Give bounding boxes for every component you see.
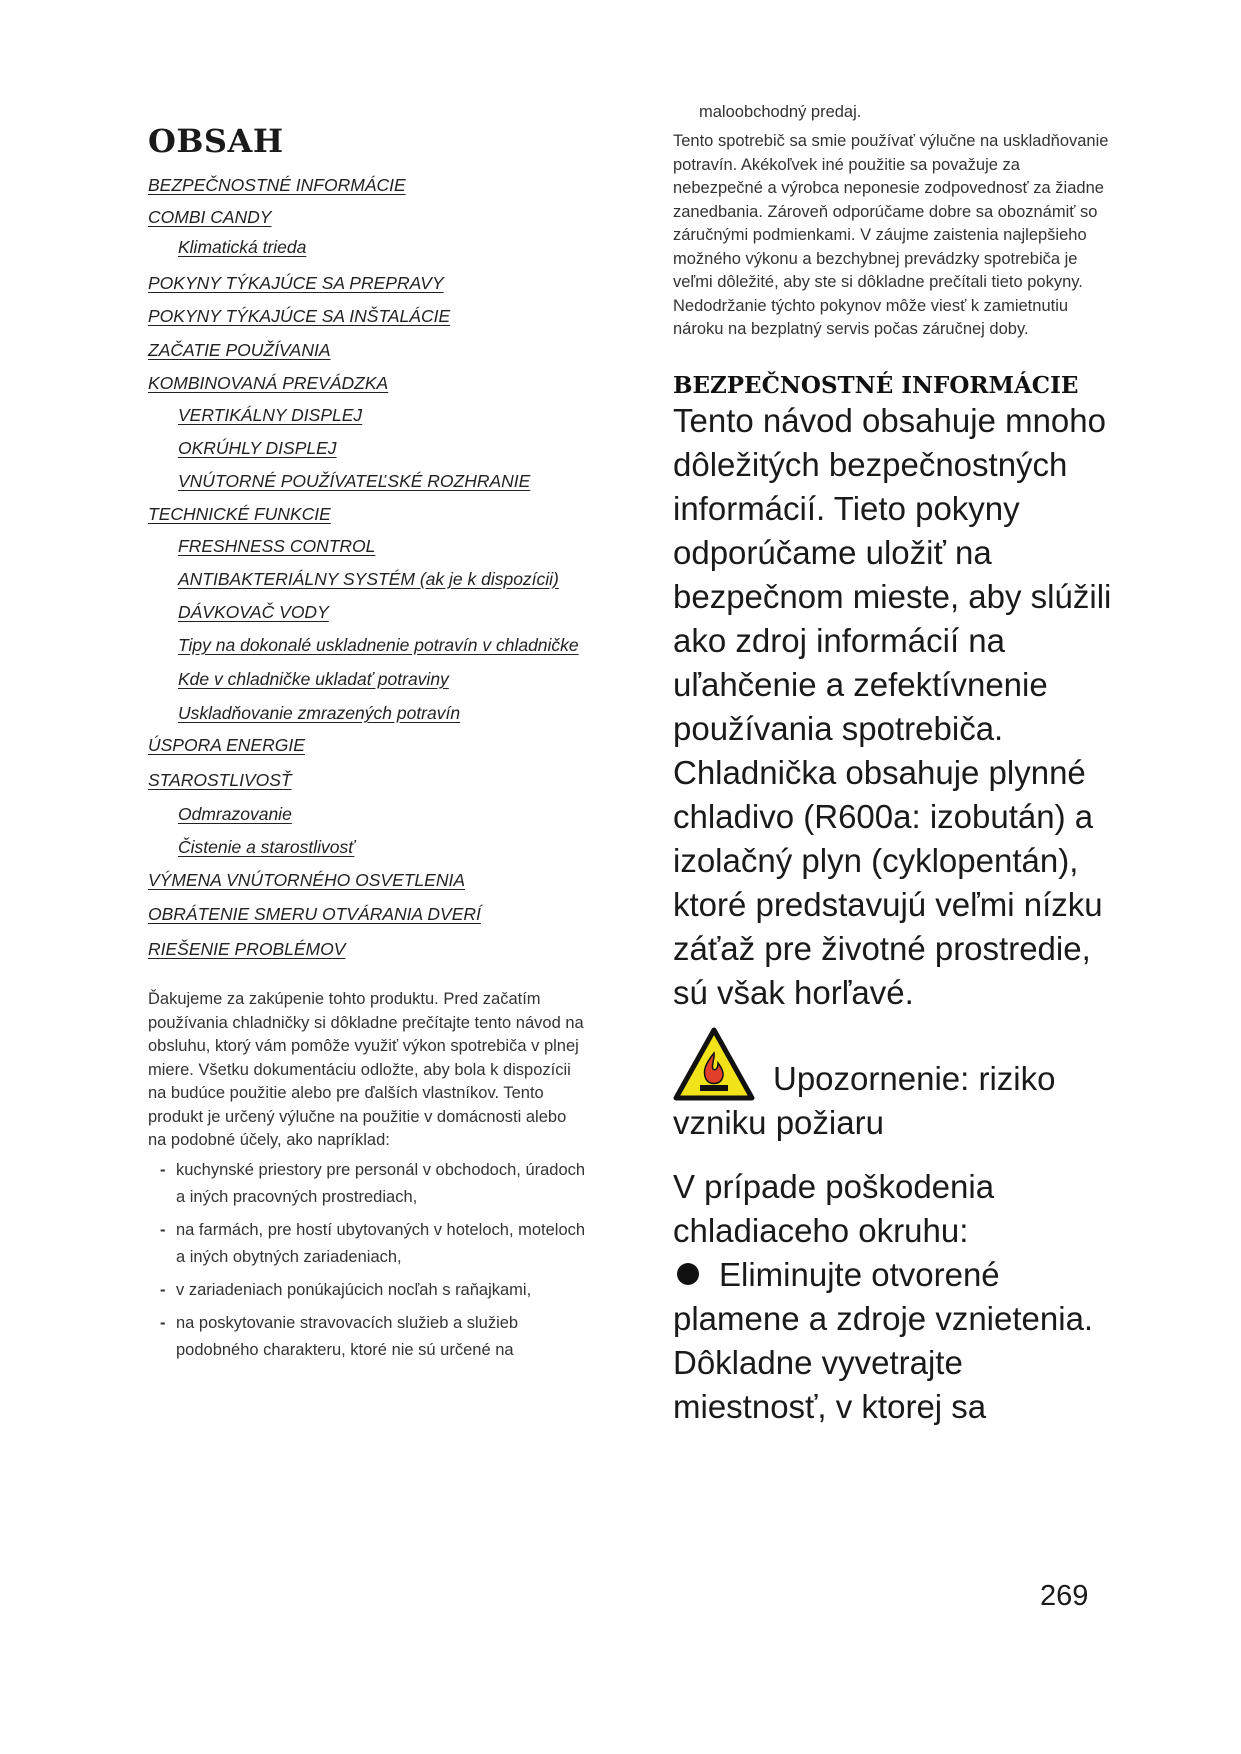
dash-bullet: - — [160, 1280, 166, 1299]
toc-entry — [148, 174, 588, 196]
toc-entry — [148, 206, 588, 228]
toc-link[interactable]: VNÚTORNÉ POUŽÍVATEĽSKÉ ROZHRANIE — [178, 471, 531, 491]
toc-entry — [148, 236, 588, 258]
dash-bullet: - — [160, 1220, 166, 1239]
section-heading: BEZPEČNOSTNÉ INFORMÁCIE — [673, 371, 1079, 399]
dash-bullet: - — [160, 1313, 166, 1332]
toc-link[interactable]: Uskladňovanie zmrazených potravín — [178, 703, 461, 723]
toc-link[interactable]: VERTIKÁLNY DISPLEJ — [178, 405, 363, 425]
toc-entry — [148, 339, 588, 361]
list-item: - v zariadeniach ponúkajúcich nocľah s raňajkami, — [148, 1277, 588, 1304]
toc-entry — [148, 568, 588, 590]
toc-entry — [148, 634, 588, 656]
warning-text: Upozornenie: riziko vzniku požiaru — [673, 1059, 1056, 1141]
list-item: - na poskytovanie stravovacích služieb a služieb podobného charakteru, ktoré nie sú určené na — [148, 1310, 588, 1364]
toc-link[interactable]: POKYNY TÝKAJÚCE SA INŠTALÁCIE — [148, 306, 451, 326]
toc-link[interactable]: BEZPEČNOSTNÉ INFORMÁCIE — [148, 175, 406, 195]
toc-entry — [148, 437, 588, 459]
left-column — [148, 110, 588, 1370]
toc-entry — [148, 734, 588, 756]
damage-text: V prípade poškodenia chladiaceho okruhu: — [673, 1167, 995, 1249]
fire-warning — [673, 1027, 1113, 1145]
toc-link[interactable]: OBRÁTENIE SMERU OTVÁRANIA DVERÍ — [148, 904, 481, 924]
list-item: - na farmách, pre hostí ubytovaných v hoteloch, moteloch a iných obytných zariadeniach, — [148, 1217, 588, 1271]
toc-entry — [148, 404, 588, 426]
toc-link[interactable]: ANTIBAKTERIÁLNY SYSTÉM (ak je k dispozícii) — [178, 569, 559, 589]
intro-paragraph: Ďakujeme za zakúpenie tohto produktu. Pred začatím používania chladničky si dôkladne prečítajte tento návod na obsluhu, ktorý vám pomôže využiť výkon spotrebiča v plnej miere. Všetku dokumentáciu odložte, aby bola k dispozícii na budúce použitie alebo pre ďalších vlastníkov. Tento produkt je určený výlučne na použitie v domácnosti alebo na podobné účely, ako napríklad: — [148, 990, 584, 1149]
toc-entry — [148, 470, 588, 492]
toc-link[interactable]: FRESHNESS CONTROL — [178, 536, 376, 556]
safety-paragraph: Tento návod obsahuje mnoho dôležitých bezpečnostných informácií. Tieto pokyny odporúčame uložiť na bezpečnom mieste, aby slúžili ako zdroj informácií na uľahčenie a zefektívnenie používania spotrebiča. — [673, 401, 1112, 747]
table-of-contents — [148, 174, 588, 960]
toc-entry — [148, 869, 588, 891]
right-column — [673, 84, 1113, 1429]
bullet-dot-icon — [677, 1263, 699, 1285]
toc-link[interactable]: POKYNY TÝKAJÚCE SA PREPRAVY — [148, 273, 444, 293]
toc-link[interactable]: Tipy na dokonalé uskladnenie potravín v chladničke — [178, 635, 579, 655]
toc-title: OBSAH — [148, 122, 284, 160]
toc-entry — [148, 503, 588, 525]
toc-link[interactable]: Klimatická trieda — [178, 237, 307, 257]
toc-entry — [148, 305, 588, 327]
continued-text: maloobchodný predaj. — [699, 102, 862, 121]
toc-entry — [148, 668, 588, 690]
toc-entry — [148, 601, 588, 623]
usage-paragraph: Tento spotrebič sa smie používať výlučne na uskladňovanie potravín. Akékoľvek iné použitie sa považuje za nebezpečné a výrobca neponesie zodpovednosť za žiadne zanedbania. Zároveň odporúčame dobre sa oboznámiť so záručnými podmienkami. V záujme zaistenia najlepšieho možného výkonu a bezchybnej prevádzky spotrebiča je veľmi dôležité, aby ste si dôkladne prečítali tieto pokyny. Nedodržanie týchto pokynov môže viesť k zamietnutiu nároku na bezplatný servis počas záručnej doby. — [673, 132, 1109, 338]
toc-link[interactable]: STAROSTLIVOSŤ — [148, 770, 292, 790]
refrigerant-paragraph: Chladnička obsahuje plynné chladivo (R600a: izobután) a izolačný plyn (cyklopentán), ktoré predstavujú veľmi nízku záťaž pre životné prostredie, sú však horľavé. — [673, 753, 1103, 1011]
intro-section — [148, 988, 588, 1364]
toc-entry — [148, 702, 588, 724]
toc-link[interactable]: VÝMENA VNÚTORNÉHO OSVETLENIA — [148, 870, 466, 890]
toc-link[interactable]: Čistenie a starostlivosť — [178, 837, 355, 857]
toc-link[interactable]: COMBI CANDY — [148, 207, 272, 227]
toc-link[interactable]: Odmrazovanie — [178, 804, 292, 824]
flammable-warning-icon — [673, 1027, 755, 1101]
page-number: 269 — [1040, 1580, 1089, 1612]
usage-list — [148, 1157, 588, 1364]
toc-entry — [148, 903, 588, 925]
toc-entry — [148, 803, 588, 825]
toc-link[interactable]: ÚSPORA ENERGIE — [148, 735, 305, 755]
toc-link[interactable]: TECHNICKÉ FUNKCIE — [148, 504, 331, 524]
toc-entry — [148, 836, 588, 858]
toc-link[interactable]: OKRÚHLY DISPLEJ — [178, 438, 337, 458]
toc-entry — [148, 372, 588, 394]
toc-link[interactable]: Kde v chladničke ukladať potraviny — [178, 669, 449, 689]
toc-link[interactable]: RIEŠENIE PROBLÉMOV — [148, 939, 346, 959]
toc-entry — [148, 938, 588, 960]
toc-link[interactable]: KOMBINOVANÁ PREVÁDZKA — [148, 373, 389, 393]
toc-entry — [148, 769, 588, 791]
list-item: - kuchynské priestory pre personál v obchodoch, úradoch a iných pracovných prostrediach, — [148, 1157, 588, 1211]
toc-entry — [148, 272, 588, 294]
toc-entry — [148, 535, 588, 557]
toc-link[interactable]: ZAČATIE POUŽÍVANIA — [148, 340, 331, 360]
bullet-item: Eliminujte otvorené plamene a zdroje vznietenia. Dôkladne vyvetrajte miestnosť, v ktorej sa — [673, 1255, 1094, 1425]
dash-bullet: - — [160, 1160, 166, 1179]
toc-link[interactable]: DÁVKOVAČ VODY — [178, 602, 329, 622]
